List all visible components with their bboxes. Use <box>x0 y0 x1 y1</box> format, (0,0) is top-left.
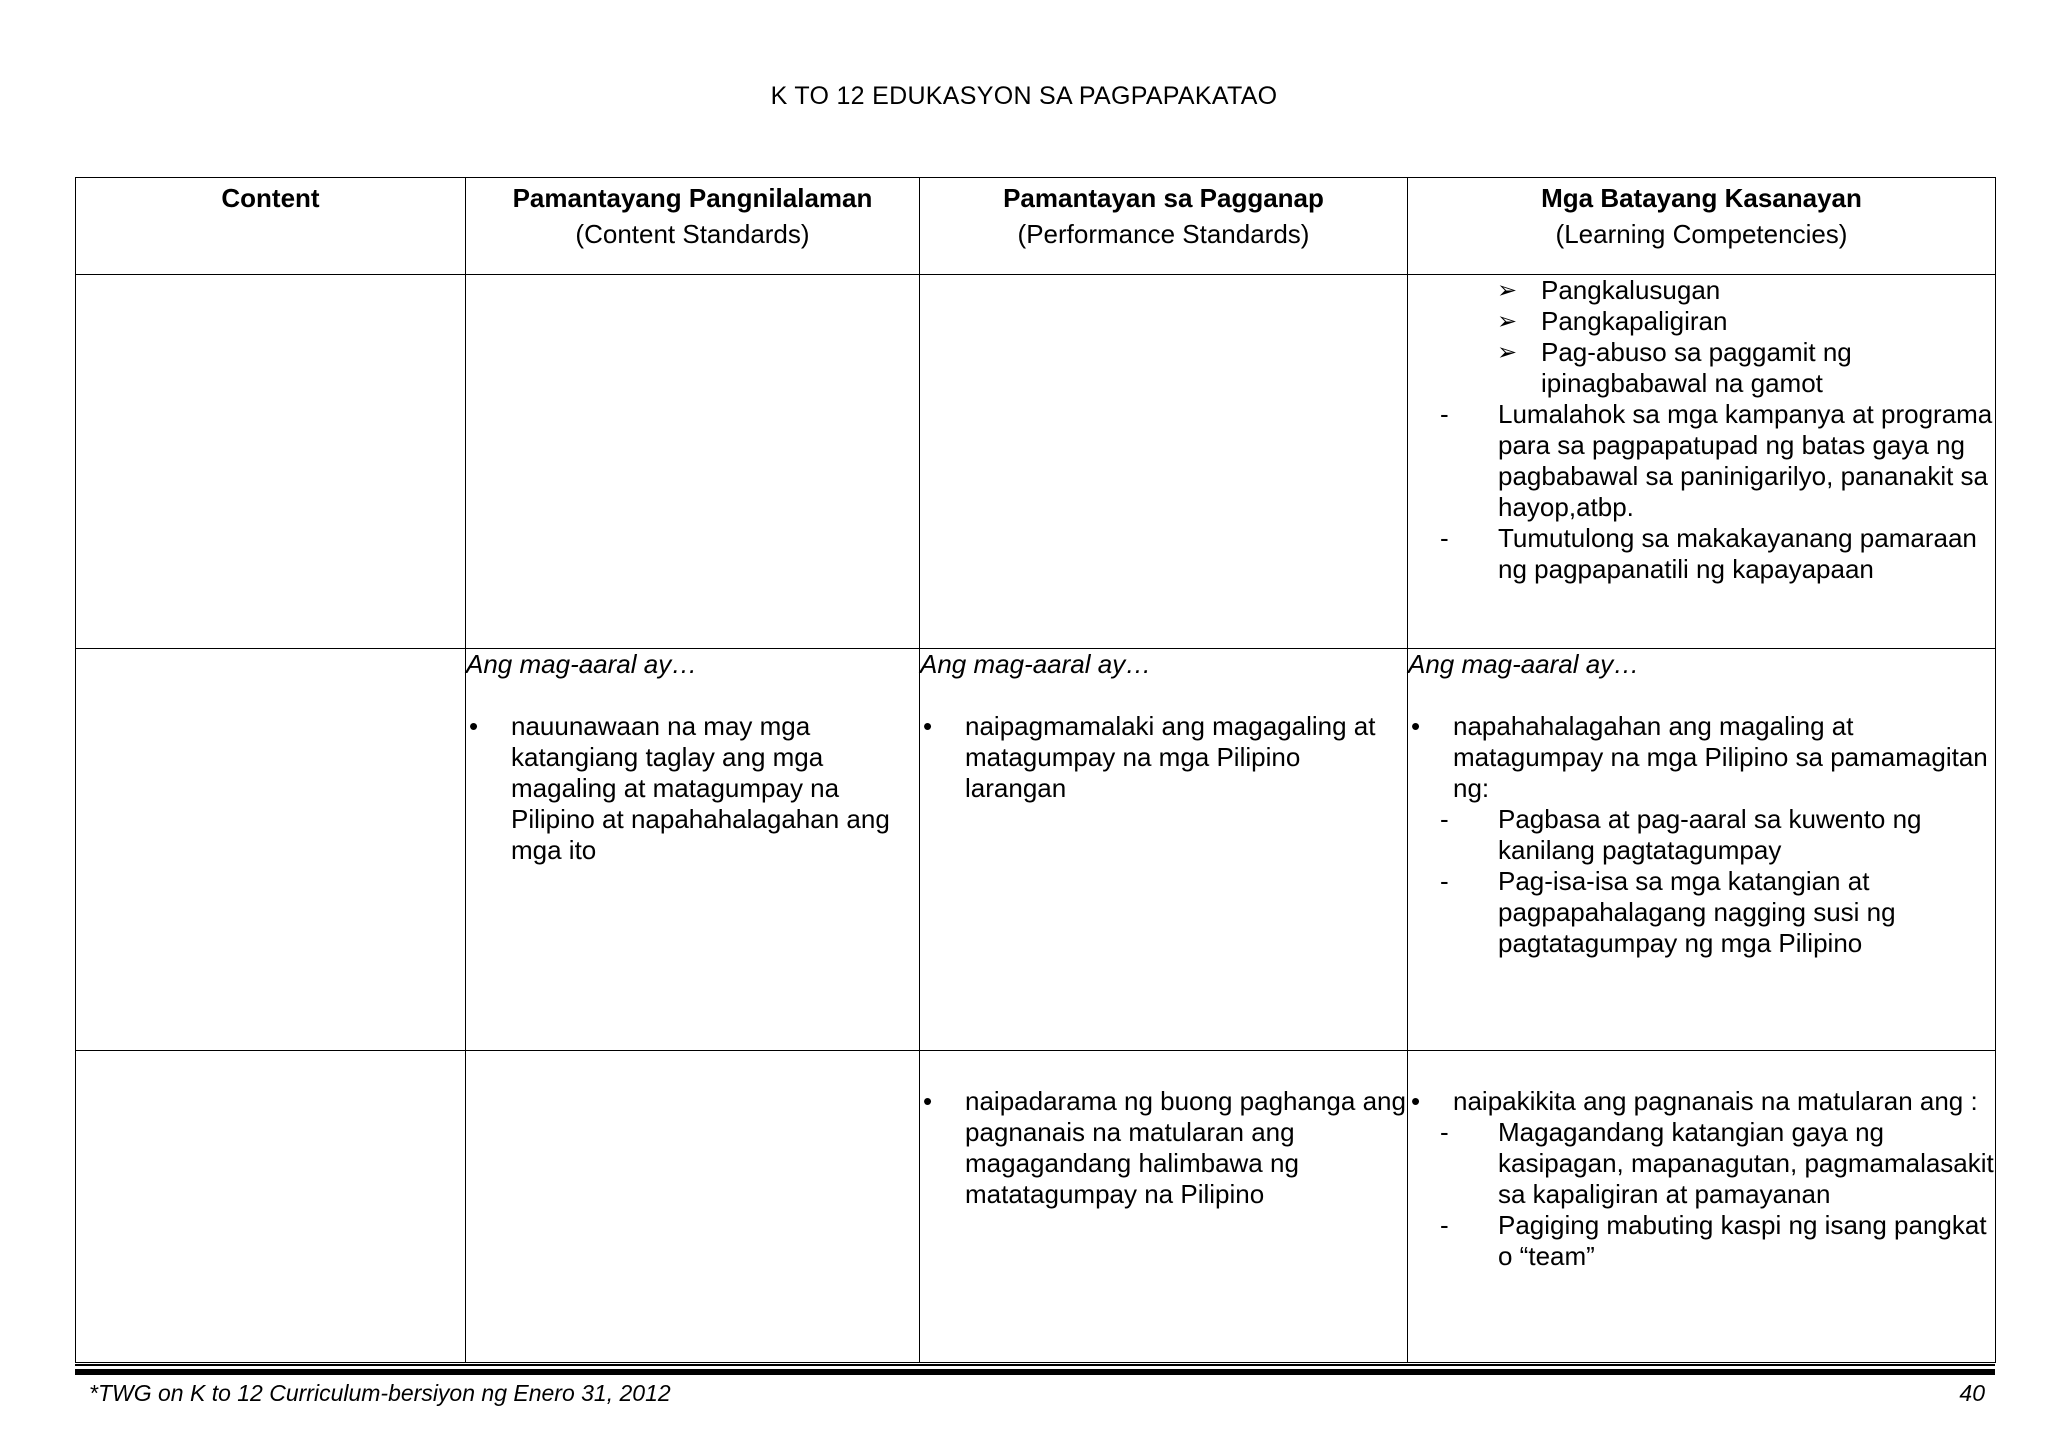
bullet-list-item <box>466 711 919 866</box>
dash-marker: - <box>1440 399 1449 429</box>
content-standards-cell <box>466 1051 920 1363</box>
list-item-text: Pagbasa at pag-aaral sa kuwento ng kanilang pagtatagumpay <box>1498 804 1922 865</box>
intro-text: Ang mag-aaral ay… <box>1408 649 1640 679</box>
dash-list-item <box>1438 1117 1995 1210</box>
bullet-list-item <box>1408 711 1995 804</box>
dash-marker: - <box>1440 1117 1449 1147</box>
content-standards-cell <box>466 649 920 1051</box>
curriculum-table <box>75 177 1996 1363</box>
list-item-text: Lumalahok sa mga kampanya at programa para sa pagpapatupad ng batas gaya ng pagbabawal sa paninigarilyo, pananakit sa hayop,atbp. <box>1498 399 1993 522</box>
content-cell <box>76 649 466 1051</box>
list-item-text: Pag-isa-isa sa mga katangian at pagpapahalagang nagging susi ng pagtatagumpay ng mga Pilipino <box>1498 866 1896 958</box>
performance-standards-cell <box>920 649 1408 1051</box>
table-row <box>76 275 1996 649</box>
footer-note: *TWG on K to 12 Curriculum-bersiyon ng Enero 31, 2012 <box>89 1380 671 1406</box>
competencies-cell <box>1408 649 1996 1051</box>
list-item-text: Tumutulong sa makakayanang pamaraan ng pagpapanatili ng kapayapaan <box>1498 523 1977 584</box>
header-subtitle: (Performance Standards) <box>1017 219 1310 249</box>
header-content-standards <box>466 178 920 275</box>
performance-standards-cell <box>920 1051 1408 1363</box>
intro-text: Ang mag-aaral ay… <box>466 649 698 679</box>
arrow-bullet-icon: ➢ <box>1497 277 1518 304</box>
content-cell <box>76 1051 466 1363</box>
page-number: 40 <box>1959 1380 1985 1406</box>
header-title: Pamantayang Pangnilalaman <box>512 183 873 213</box>
bullet-icon: • <box>1411 711 1421 741</box>
arrow-list-item <box>1497 337 1995 399</box>
list-item-text: nauunawaan na may mga katangiang taglay ang mga magaling at matagumpay na Pilipino at napahahalagahan ang mga ito <box>511 711 890 865</box>
header-learning-competencies <box>1408 178 1996 275</box>
header-subtitle: (Learning Competencies) <box>1555 219 1848 249</box>
bullet-list-item <box>1408 1086 1995 1117</box>
intro-text: Ang mag-aaral ay… <box>920 649 1152 679</box>
header-performance-standards <box>920 178 1408 275</box>
arrow-bullet-icon: ➢ <box>1497 308 1518 335</box>
competencies-cell <box>1408 275 1996 649</box>
list-item-text: Pangkalusugan <box>1541 275 1721 305</box>
list-item-text: Magagandang katangian gaya ng kasipagan, mapanagutan, pagmamalasakit sa kapaligiran at pamayanan <box>1498 1117 1994 1209</box>
dash-marker: - <box>1440 523 1449 553</box>
bullet-list-item <box>920 711 1407 804</box>
list-item-text: Pag-abuso sa paggamit ng ipinagbabawal na gamot <box>1541 337 1852 398</box>
table-row <box>76 1051 1996 1363</box>
list-item-text: Pagiging mabuting kaspi ng isang pangkat o “team” <box>1498 1210 1987 1271</box>
bullet-icon: • <box>923 711 933 741</box>
list-item-text: naipakikita ang pagnanais na matularan ang : <box>1453 1086 1978 1116</box>
list-item-text: napahahalagahan ang magaling at matagumpay na mga Pilipino sa pamamagitan ng: <box>1453 711 1988 803</box>
content-standards-cell <box>466 275 920 649</box>
dash-marker: - <box>1440 1210 1449 1240</box>
header-content <box>76 178 466 275</box>
dash-list-item <box>1438 399 1995 523</box>
dash-list-item <box>1438 866 1995 959</box>
list-item-text: Pangkapaligiran <box>1541 306 1728 336</box>
bullet-icon: • <box>469 711 479 741</box>
table-row <box>76 649 1996 1051</box>
bullet-icon: • <box>923 1086 933 1116</box>
arrow-list-item <box>1497 275 1995 306</box>
performance-standards-cell <box>920 275 1408 649</box>
dash-marker: - <box>1440 804 1449 834</box>
header-title: Pamantayan sa Pagganap <box>1003 183 1324 213</box>
dash-list-item <box>1438 1210 1995 1272</box>
bullet-list-item <box>920 1086 1407 1210</box>
dash-list-item <box>1438 523 1995 585</box>
content-cell <box>76 275 466 649</box>
arrow-list-item <box>1497 306 1995 337</box>
footer-rule-thin <box>75 1364 1995 1366</box>
list-item-text: naipadarama ng buong paghanga ang pagnanais na matularan ang magagandang halimbawa ng matatagumpay na Pilipino <box>965 1086 1406 1209</box>
dash-list-item <box>1438 804 1995 866</box>
dash-marker: - <box>1440 866 1449 896</box>
page-title: K TO 12 EDUKASYON SA PAGPAPAKATAO <box>770 82 1278 110</box>
arrow-bullet-icon: ➢ <box>1497 339 1518 366</box>
header-title: Content <box>221 183 320 213</box>
header-title: Mga Batayang Kasanayan <box>1541 183 1862 213</box>
header-subtitle: (Content Standards) <box>575 219 810 249</box>
footer-rule-thick <box>75 1369 1995 1375</box>
bullet-icon: • <box>1411 1086 1421 1116</box>
header-row <box>76 178 1996 275</box>
competencies-cell <box>1408 1051 1996 1363</box>
list-item-text: naipagmamalaki ang magagaling at matagumpay na mga Pilipino larangan <box>965 711 1376 803</box>
